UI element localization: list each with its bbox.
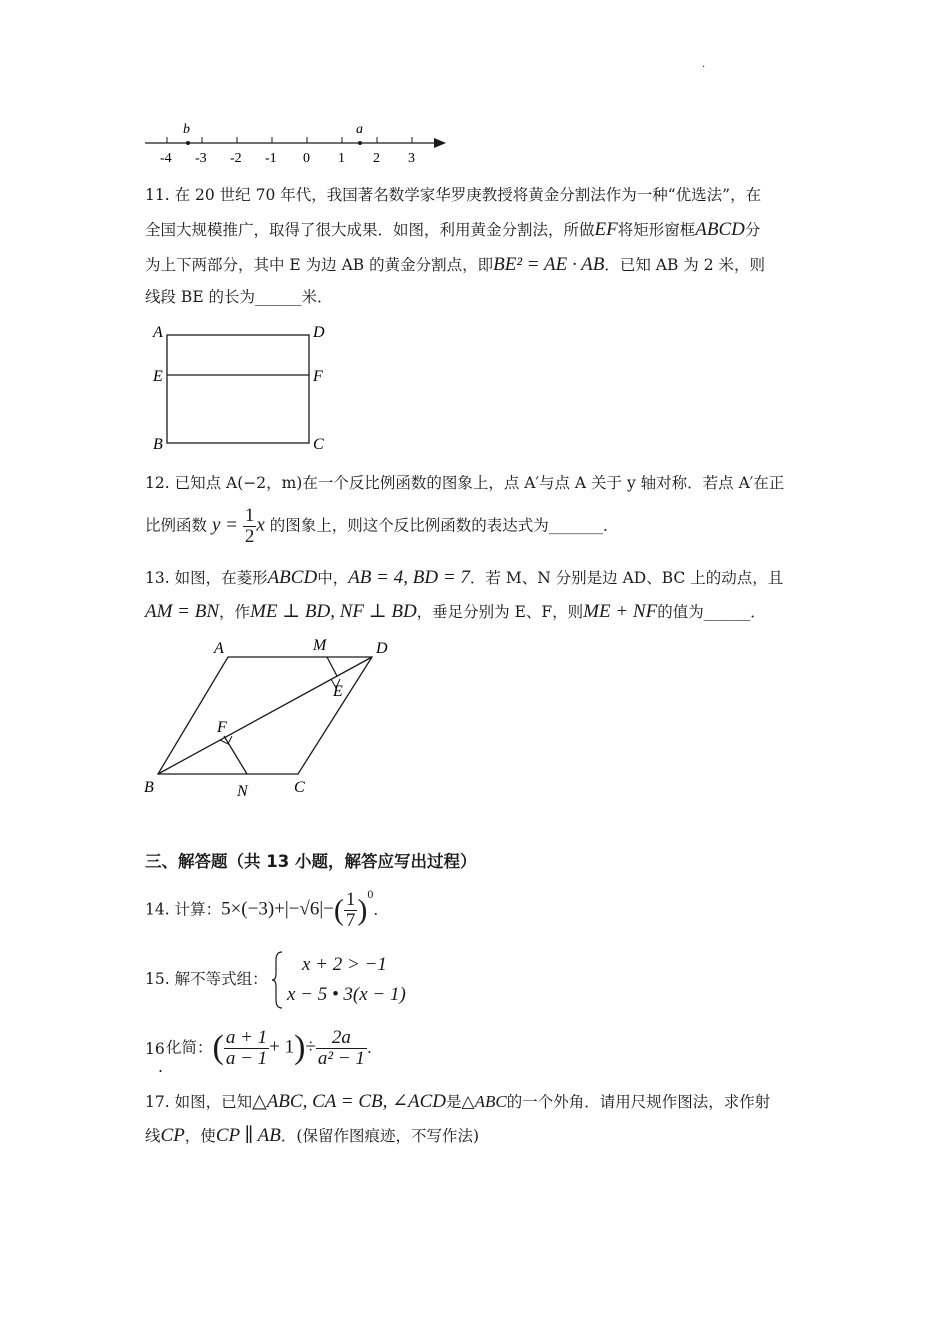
q16-label-dot: . — [158, 1058, 163, 1076]
q11-line2: 全国大规模推广，取得了很大成果．如图，利用黄金分割法，所做EF将矩形窗框ABCD分 — [145, 219, 761, 240]
segment-me — [327, 657, 337, 676]
tick-label: -4 — [160, 151, 172, 166]
point-b-dot — [186, 141, 190, 145]
tick-label: -2 — [230, 151, 242, 166]
label-c: C — [313, 436, 324, 453]
tick-label: -1 — [265, 151, 277, 166]
tick-label: -3 — [195, 151, 207, 166]
point-b-label: b — [183, 122, 190, 137]
rectangle-abcd — [167, 335, 309, 443]
label-c: C — [294, 779, 305, 796]
label-m: M — [313, 637, 327, 654]
header-dot: · — [702, 62, 706, 73]
label-d: D — [376, 640, 388, 657]
q15-inequality-1: x + 2 > −1 — [302, 954, 387, 975]
q11-line3: 为上下两部分，其中 E 为边 AB 的黄金分割点，即BE² = AE · AB．已知 AB 为 2 米，则 — [145, 254, 765, 275]
fraction-one-half: $\frac{1}{2}$ — [244, 505, 255, 547]
point-a-dot — [358, 141, 362, 145]
tick-label: 3 — [408, 151, 415, 166]
label-e: E — [333, 683, 343, 700]
q16-label-num: 16 — [145, 1040, 165, 1058]
golden-ratio-formula: BE² = AE · AB — [493, 254, 605, 275]
point-a-label: a — [356, 122, 363, 137]
label-d: D — [313, 324, 325, 341]
number-line-ticks — [167, 137, 412, 143]
label-a: A — [214, 640, 224, 657]
q13-line2: AM = BN，作ME ⊥ BD, NF ⊥ BD，垂足分别为 E、F，则ME + NF的值为______． — [145, 601, 766, 622]
segment-nf — [224, 736, 247, 774]
q15-inequality-2: x − 5 • 3(x − 1) — [287, 984, 406, 1005]
label-a: A — [153, 324, 163, 341]
q15-label: 15. 解不等式组： — [145, 970, 268, 988]
tick-label: 2 — [373, 151, 380, 166]
q13-line1: 13. 如图，在菱形ABCD中，AB = 4, BD = 7．若 M、N 分别是边 AD、BC 上的动点，且 — [145, 567, 784, 588]
number-line-figure — [140, 118, 460, 168]
q14: 14. 计算：5×(−3)+|−√6|−( $\frac{1}{7}$ )$^0$． — [145, 887, 389, 931]
q17-line2: 线CP，使CP ∥ AB．(保留作图痕迹，不写作法) — [145, 1125, 480, 1146]
label-b: B — [153, 436, 163, 453]
label-f: F — [313, 368, 323, 385]
q17-line1: 17. 如图，已知△ABC, CA = CB, ∠ACD是△ABC的一个外角．请用尺规作图法，求作射 — [145, 1091, 771, 1112]
label-b: B — [144, 779, 154, 796]
q11-rectangle-figure — [145, 318, 340, 456]
label-n: N — [237, 783, 248, 800]
tick-label: 1 — [338, 151, 345, 166]
brace-icon — [270, 950, 286, 1010]
section-3-heading: 三、解答题（共 13 小题，解答应写出过程） — [145, 852, 477, 871]
label-f: F — [217, 719, 227, 736]
q11-line1: 11. 在 20 世纪 70 年代，我国著名数学家华罗庚教授将黄金分割法作为一种“优选法”，在 — [145, 186, 762, 204]
q13-rhombus-figure — [140, 632, 400, 802]
diagonal-bd — [158, 657, 372, 774]
number-line-arrow — [434, 138, 446, 148]
q16-expression: 化简：( $\frac{a + 1}{a - 1}$ + 1)÷ $\frac{2a}{\text{a² − 1}}$ ． — [166, 1027, 383, 1069]
label-e: E — [153, 368, 163, 385]
q11-line4: 线段 BE 的长为______米． — [145, 288, 333, 306]
q12-line2: 比例函数 y = $\frac{1}{2}$ x 的图象上，则这个反比例函数的表达式为_______． — [145, 505, 619, 547]
tick-label: 0 — [303, 151, 310, 166]
q12-line1: 12. 已知点 A(−2，m)在一个反比例函数的图象上，点 A′与点 A 关于 y 轴对称．若点 A′在正 — [145, 474, 785, 492]
